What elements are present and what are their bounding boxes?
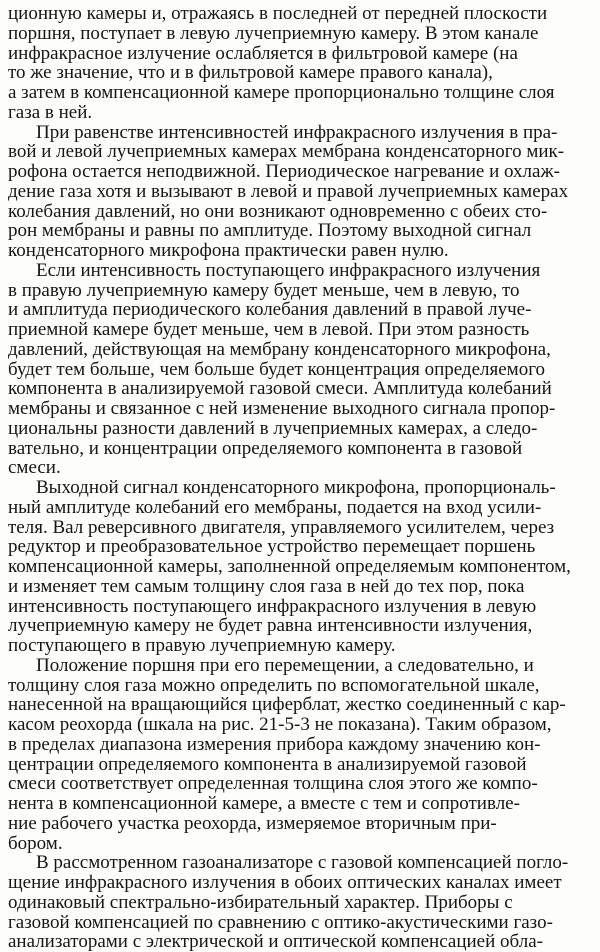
text-line: поршня, поступает в левую лучеприемную камеру. В этом канале [8,22,539,44]
text-line: лучеприемную камеру не будет равна интенсивности излучения, [8,615,533,637]
text-line: а затем в компенсационной камере пропорционально толщине слоя [8,82,555,103]
text-line: и амплитуда периодического колебания давлений в правой луче- [8,299,532,321]
text-line: нента в компенсационной камере, а вместе с тем и сопротивле- [8,793,520,814]
text-line: Если интенсивность поступающего инфракрасного излучения [36,259,541,281]
text-line: анализаторами с электрической и оптической компенсацией обла- [8,931,543,952]
text-line: газа в ней. [8,101,93,123]
text-line: конденсаторного микрофона практически равен нулю. [8,240,449,261]
text-line: компенсационной камеры, заполненной определяемым компонентом, [8,556,571,577]
text-line: будет тем больше, чем больше будет концентрация определяемого [8,358,546,380]
text-line: смеси. [8,457,61,479]
text-line: колебания давлений, но они возникают одновременно с обеих сто- [8,200,548,222]
text-line: ние рабочего участка реохорда, измеряемое вторичным при- [8,812,497,834]
text-line: давлений, действующая на мембрану конденсаторного микрофона, [8,338,551,360]
text-line: мембраны и связанное с ней изменение выходного сигнала пропор- [8,398,556,419]
text-line: ный амплитуде колебаний его мембраны, подается на вход усили- [8,496,542,518]
text-line: касом реохорда (шкала на рис. 21-5-3 не показана). Таким образом, [8,714,552,735]
text-line: теля. Вал реверсивного двигателя, управляемого усилителем, через [8,516,555,538]
text-line: бором. [8,832,63,854]
text-line: приемной камере будет меньше, чем в левой. При этом разность [8,319,530,340]
text-line: дение газа хотя и вызывают в левой и правой лучеприемных камерах [8,180,569,202]
text-line: инфракрасное излучение ослабляется в фильтровой камере (на [8,42,518,64]
text-line: вательно, и концентрации определяемого компонента в газовой [8,437,523,459]
text-line: При равенстве интенсивностей инфракрасного излучения в пра- [36,121,558,143]
text-line: рофона остается неподвижной. Периодическое нагревание и охлаж- [8,161,560,182]
text-line: центрации определяемого компонента в анализируемой газовой [8,753,527,775]
text-line: компонента в анализируемой газовой смеси. Амплитуда колебаний [8,378,552,400]
text-line: циональны разности давлений в лучеприемных камерах, а следо- [8,417,538,439]
text-line: интенсивность поступающего инфракрасного излучения в левую [8,595,537,617]
text-line: одинаковый спектрально-избирательный характер. Приборы с [8,891,513,913]
text-line: то же значение, что и в фильтровой камере правого канала), [8,62,493,84]
text-line: и изменяет тем самым толщину слоя газа в ней до тех пор, пока [8,575,525,597]
text-line: смеси соответствует определенная толщина слоя этого же компо- [8,773,538,795]
text-line: щение инфракрасного излучения в обоих оптических каналах имеет [8,872,562,893]
text-line: Выходной сигнал конденсаторного микрофона, пропорциональ- [36,477,556,498]
text-line: В рассмотренном газоанализаторе с газовой компенсацией погло- [36,852,569,874]
text-line: рон мембраны и равны по амплитуде. Поэтому выходной сигнал [8,220,532,242]
text-line: поступающего в правую лучеприемную камеру. [8,635,396,656]
text-line: в пределах диапазона измерения прибора каждому значению кон- [8,733,541,755]
text-line: нанесенной на вращающийся циферблат, жестко соединенный с кар- [8,694,566,716]
text-line: толщину слоя газа можно определить по вспомогательной шкале, [8,674,540,696]
text-line: Положение поршня при его перемещении, а следовательно, и [36,654,534,676]
text-line: ционную камеры и, отражаясь в последней от передней плоскости [8,3,548,24]
text-line: в правую лучеприемную камеру будет меньше, чем в левую, то [8,279,520,301]
text-line: газовой компенсацией по сравнению с оптико-акустическими газо- [8,911,553,933]
text-line: вой и левой лучеприемных камерах мембрана конденсаторного мик- [8,141,565,163]
text-line: редуктор и преобразовательное устройство перемещает поршень [8,536,536,558]
